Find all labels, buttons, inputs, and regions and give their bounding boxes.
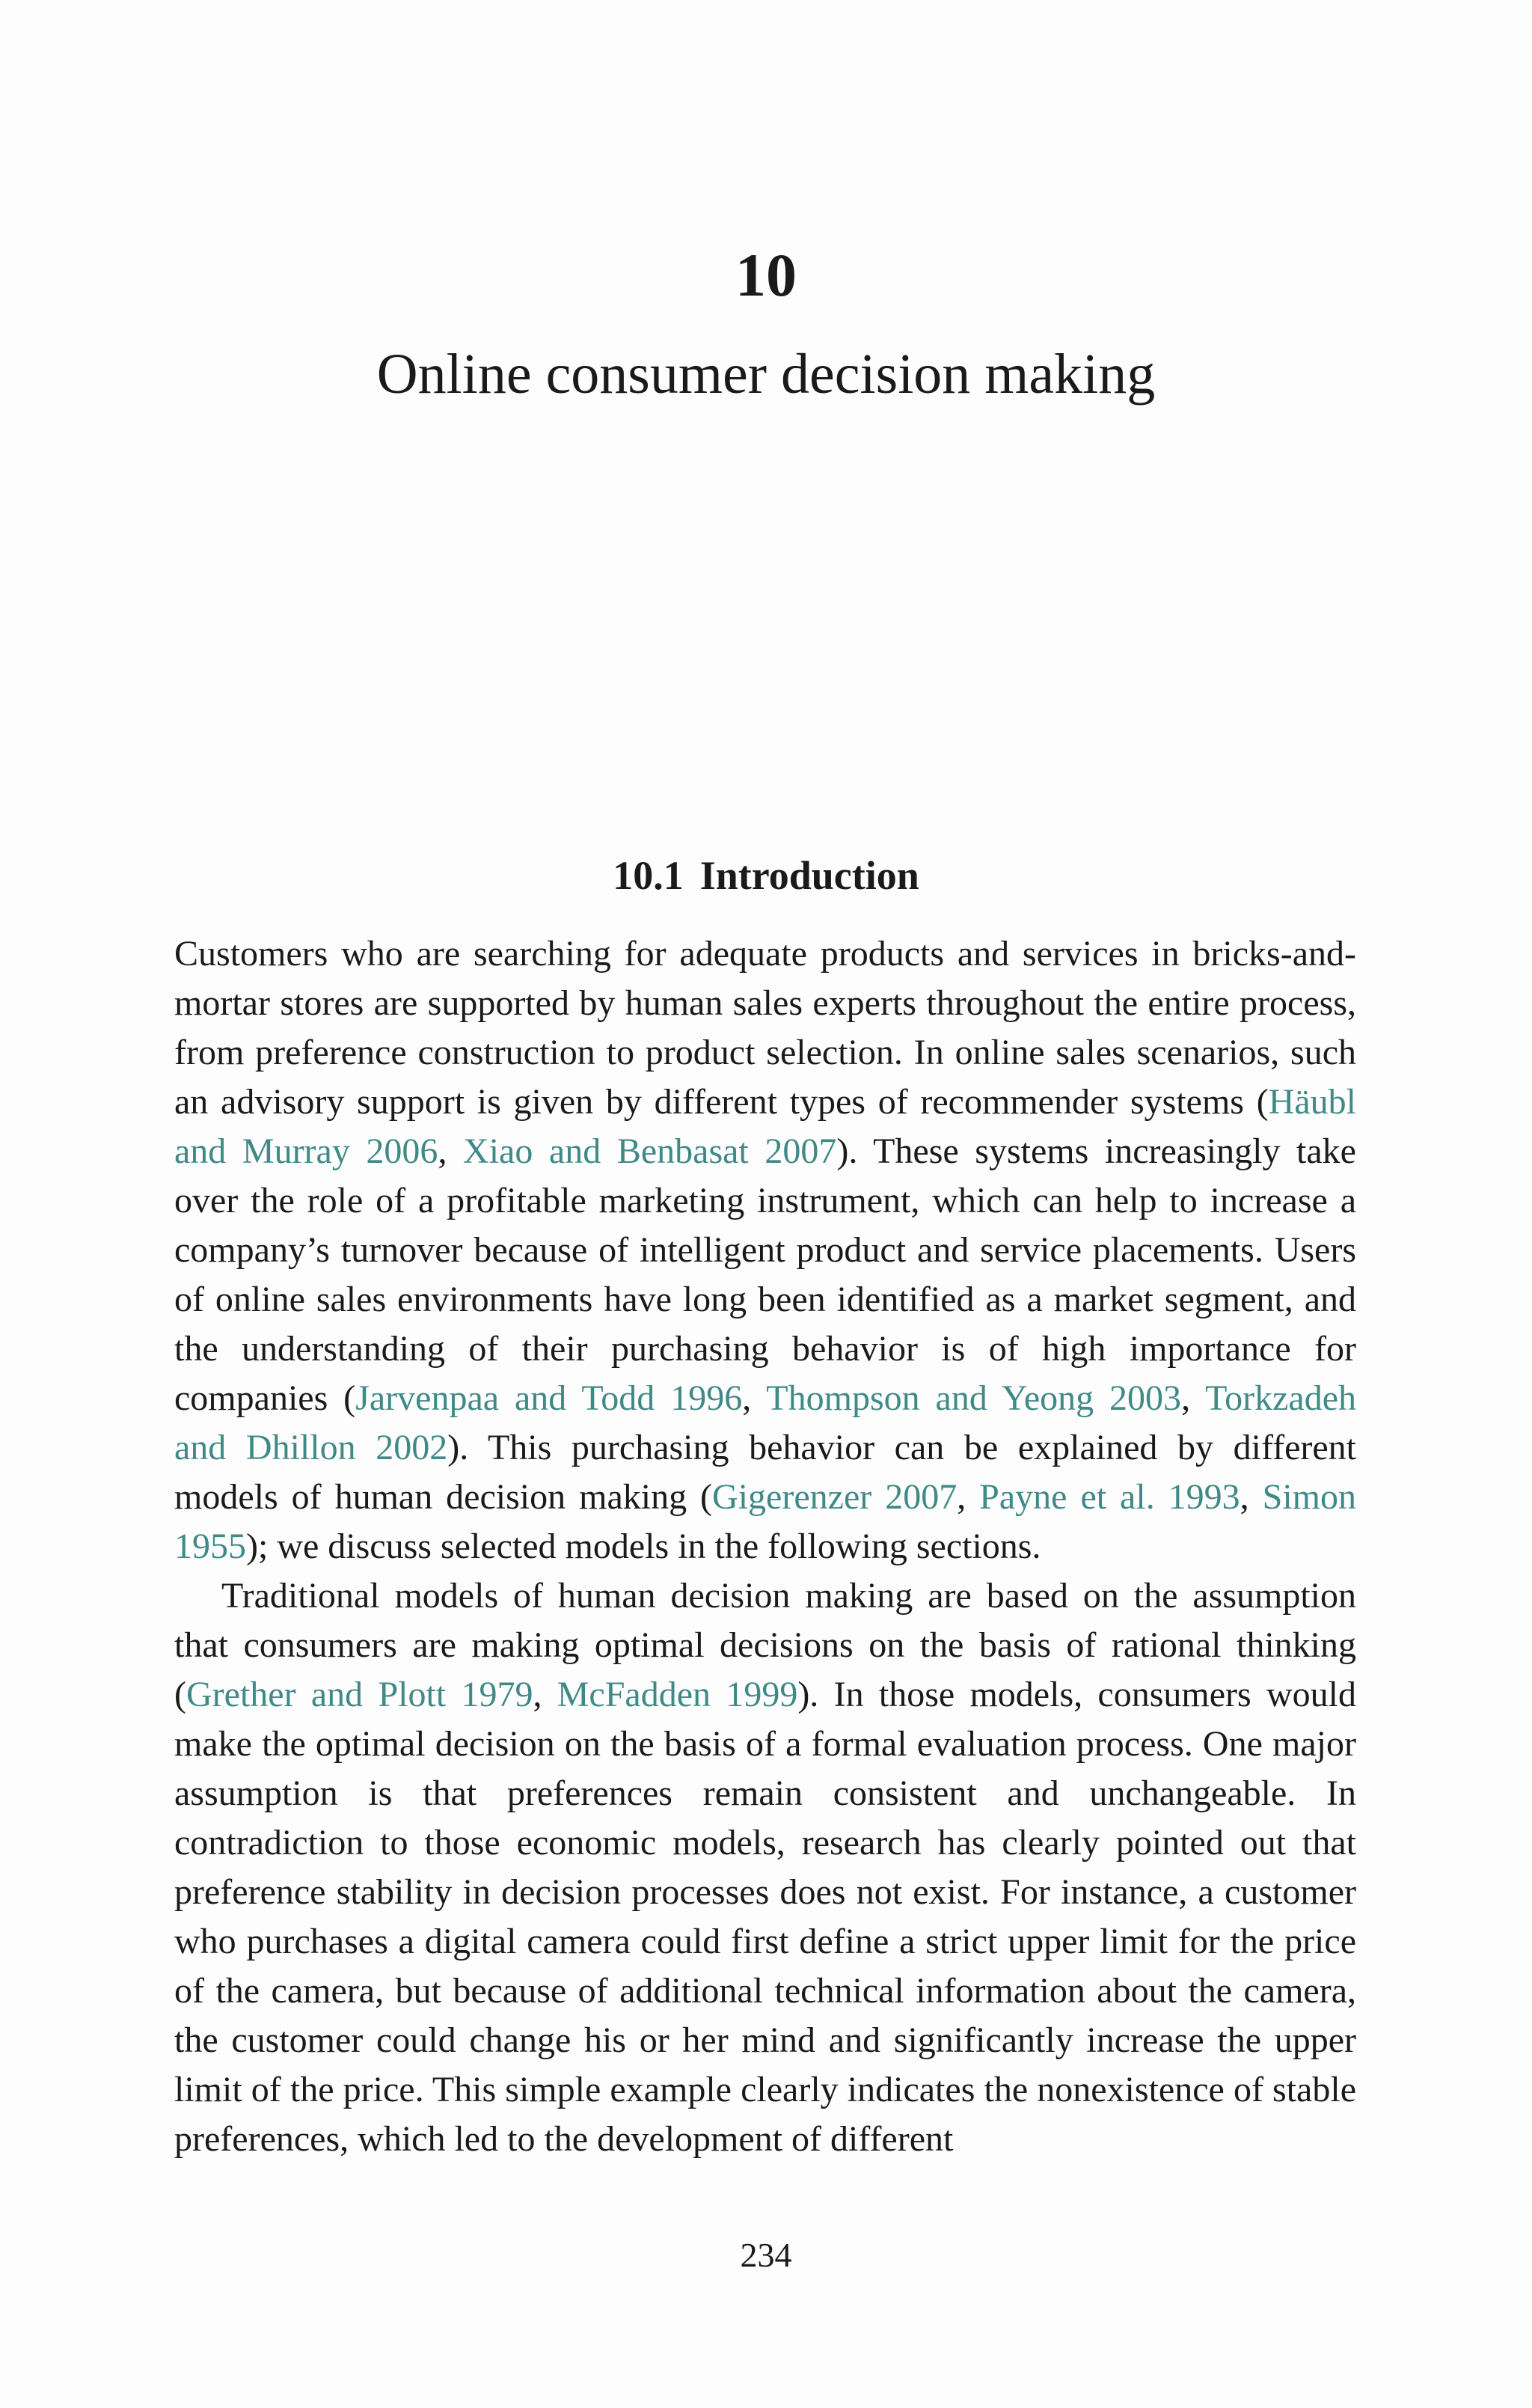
citation-link[interactable]: McFadden 1999 <box>557 1675 798 1714</box>
paragraph-1 <box>174 929 1356 1571</box>
section-heading <box>0 846 1532 905</box>
citation-link[interactable]: Gigerenzer 2007 <box>712 1477 958 1517</box>
citation-link[interactable]: Simon 1955 <box>174 1477 1357 1566</box>
citation-link[interactable]: Payne et al. 1993 <box>979 1477 1240 1517</box>
text-run: ). These systems increasingly take over the role of a profitable marketing instrument, which can help to increase a company’s turnover because of intelligent product and service placements. Users of online sales environments have long been identified as a market segment, and the understanding of their purchasing behavior is of high importance for companies ( <box>174 1131 1356 1418</box>
section-number: 10.1 <box>613 853 684 898</box>
citation-link[interactable]: Grether and Plott 1979 <box>186 1675 533 1714</box>
text-run: ). In those models, consumers would make the optimal decision on the basis of a formal evaluation process. One major assumption is that preferences remain consistent and unchangeable. In contradiction to those economic models, research has clearly pointed out that preference stability in decision processes does not exist. For instance, a customer who purchases a digital camera could first define a strict upper limit for the price of the camera, but because of additional technical information about the camera, the customer could change his or her mind and significantly increase the upper limit of the price. This simple example clearly indicates the nonexistence of stable preferences, which led to the development of different <box>174 1675 1356 2159</box>
text-run: ). This purchasing behavior can be explained by different models of human decision making ( <box>174 1428 1357 1517</box>
section-title: Introduction <box>699 853 919 898</box>
text-run: , <box>438 1131 464 1171</box>
page-number: 234 <box>740 2236 792 2274</box>
citation-link[interactable]: Häubl and Murray 2006 <box>174 1082 1356 1171</box>
text-run: , <box>533 1675 557 1714</box>
citation-link[interactable]: Thompson and Yeong 2003 <box>766 1378 1182 1418</box>
text-run: , <box>957 1477 980 1517</box>
text-run: Traditional models of human decision making are based on the assumption that consumers are making optimal decisions on the basis of rational thinking ( <box>174 1576 1356 1714</box>
text-run: , <box>1181 1378 1206 1418</box>
text-run: , <box>1240 1477 1263 1517</box>
citation-link[interactable]: Torkzadeh and Dhillon 2002 <box>174 1378 1356 1467</box>
text-run: ); we discuss selected models in the following sections. <box>246 1527 1041 1566</box>
text-run: Customers who are searching for adequate products and services in bricks-and-mortar stores are supported by human sales experts throughout the entire process, from preference construction to product selection. In online sales scenarios, such an advisory support is given by different types of recommender systems ( <box>174 934 1356 1122</box>
citation-link[interactable]: Jarvenpaa and Todd 1996 <box>355 1378 743 1418</box>
citation-link[interactable]: Xiao and Benbasat 2007 <box>463 1131 837 1171</box>
paragraph-2 <box>174 1571 1356 2164</box>
body-text <box>174 929 1356 2164</box>
text-run: , <box>742 1378 767 1418</box>
chapter-title: Online consumer decision making <box>376 343 1156 406</box>
chapter-number: 10 <box>735 241 797 309</box>
